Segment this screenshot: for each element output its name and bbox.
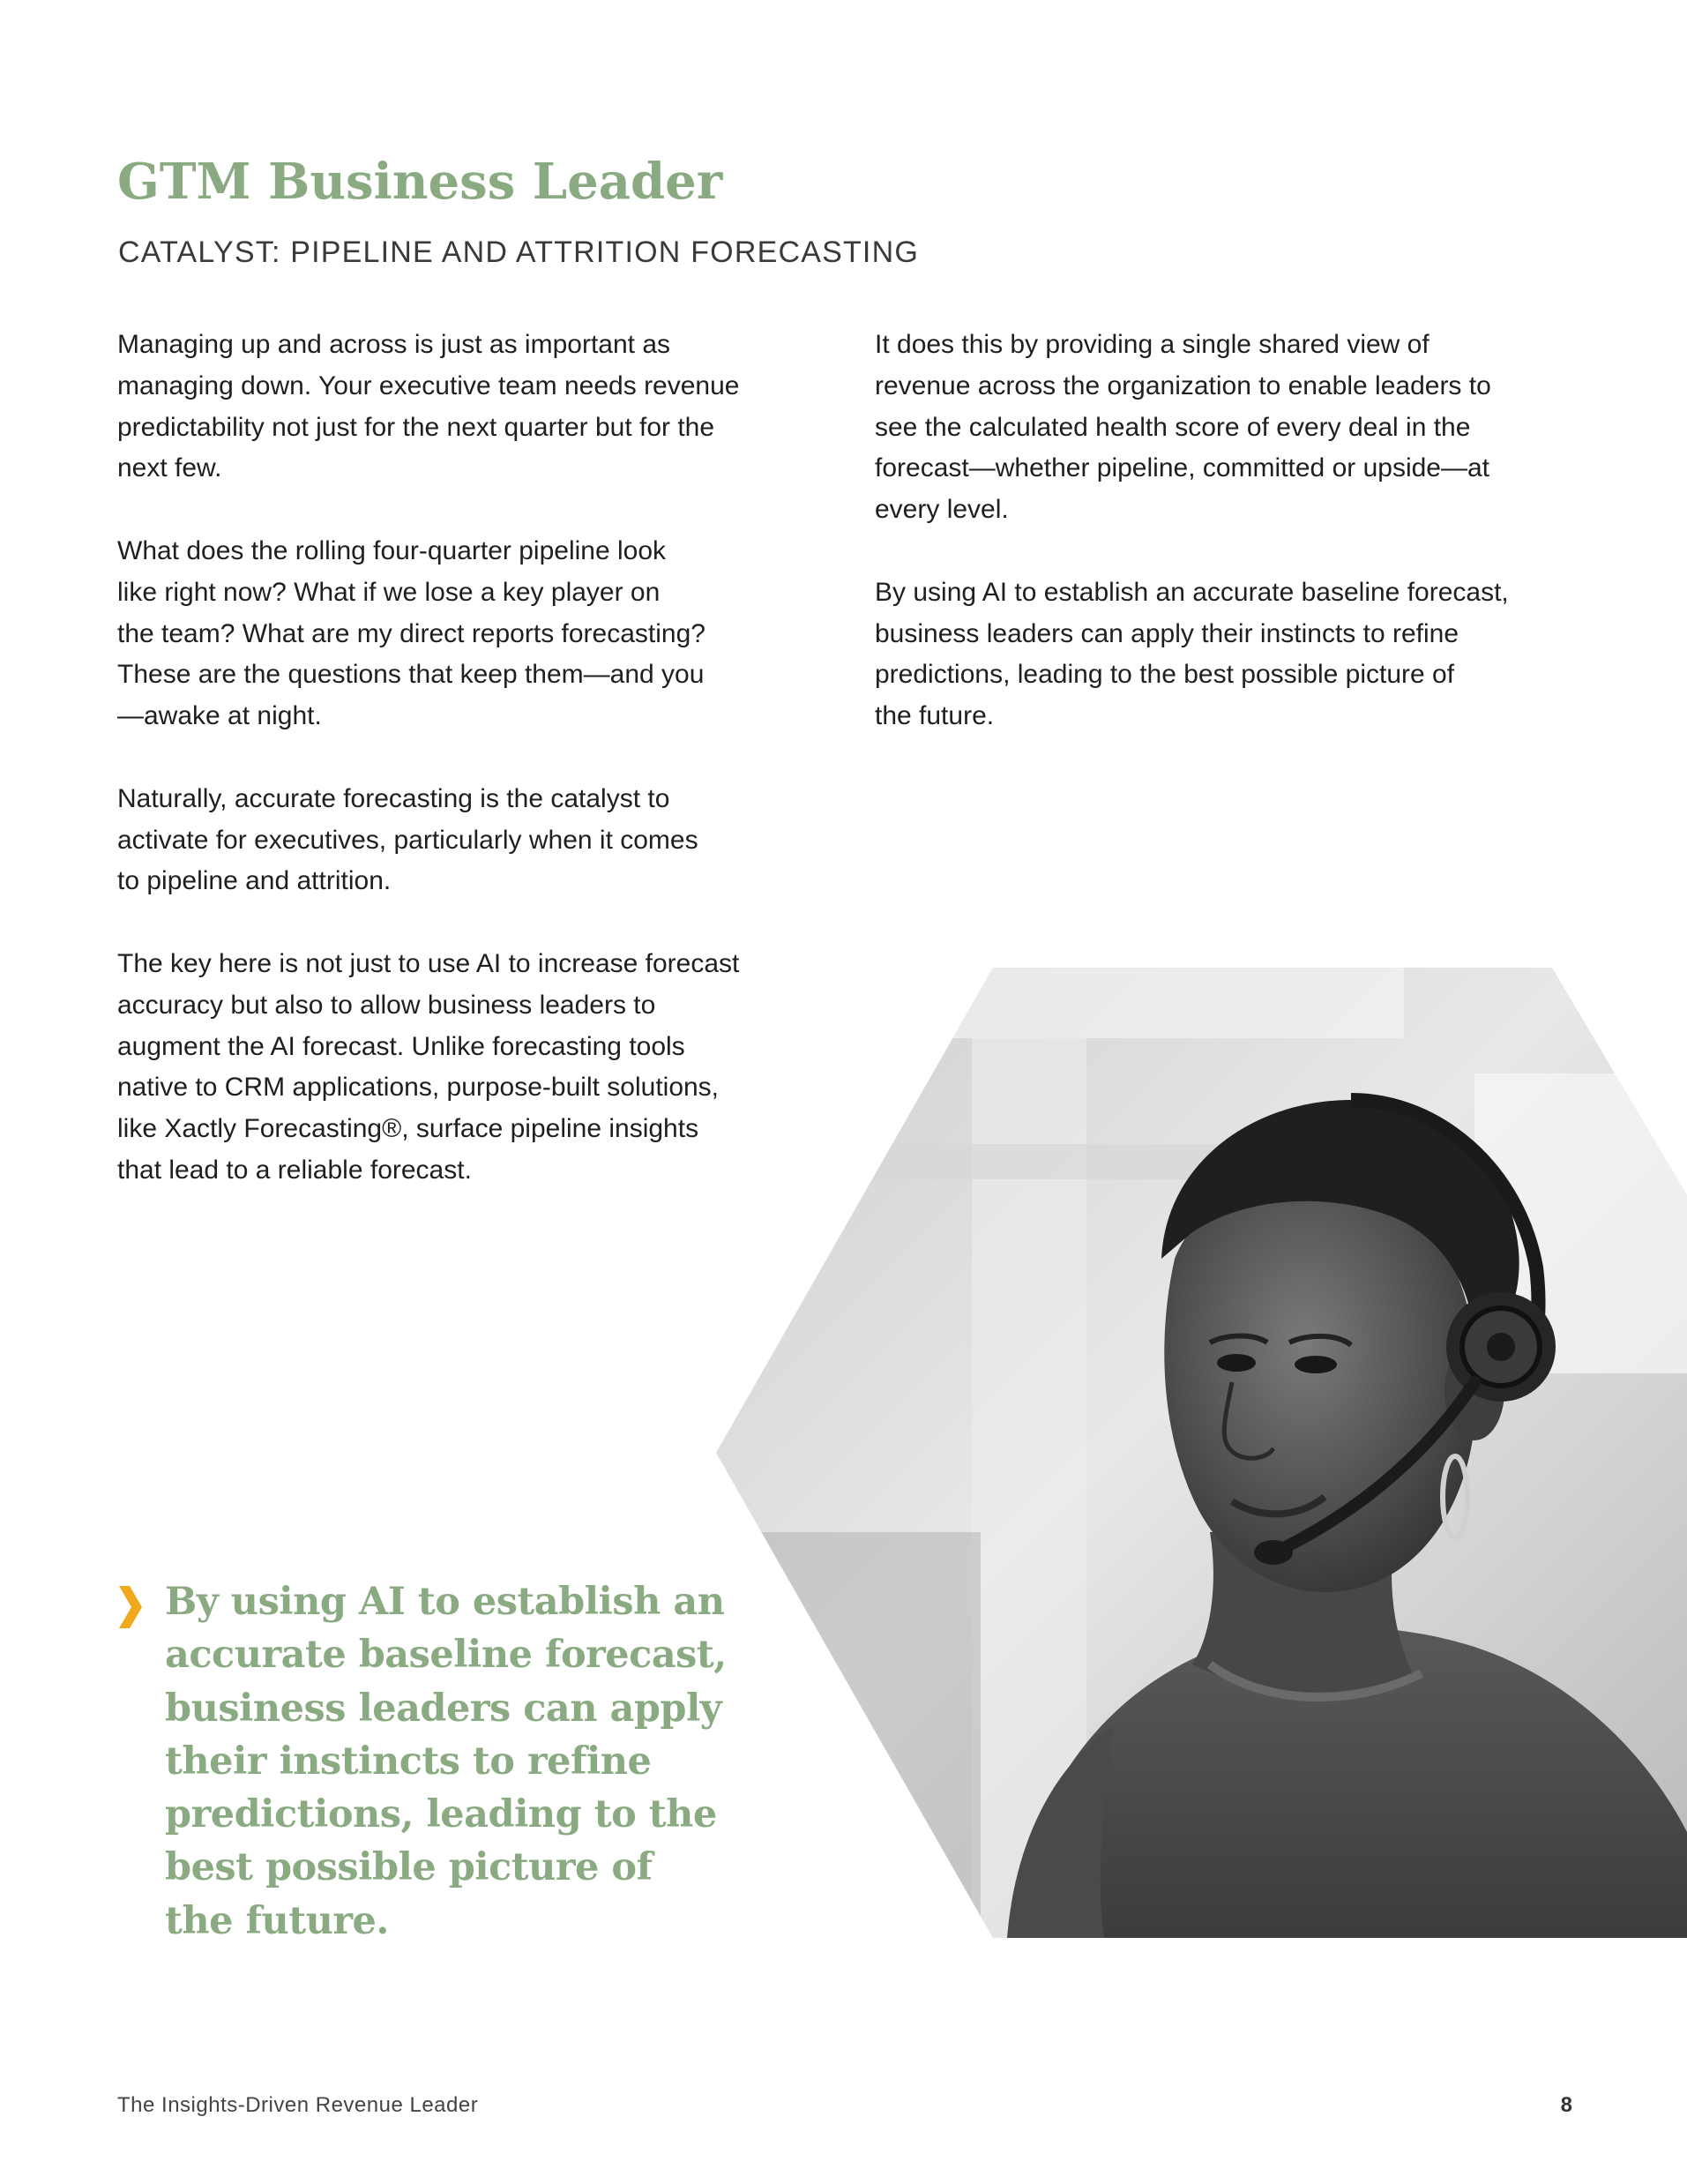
paragraph: What does the rolling four-quarter pipeline look like right now? What if we lose a key player on the team? What are my direct reports forecasting? These are the questions that keep them—and you —awake at night. <box>117 535 705 731</box>
paragraph: The key here is not just to use AI to increase forecast accuracy but also to allow business leaders to augment the AI forecast. Unlike forecasting tools native to CRM applications, purpose-built solutions, like Xactly Forecasting®, surface pipeline insights that lead to a reliable forecast. <box>117 948 740 1185</box>
footer-publication-title: The Insights-Driven Revenue Leader <box>117 2093 479 2117</box>
paragraph: Naturally, accurate forecasting is the catalyst to activate for executives, particularly when it comes to pipeline and attrition. <box>117 783 698 896</box>
pull-quote-text: By using AI to establish an accurate baseline forecast, business leaders can apply their instincts to refine predictions, leading to the best possible picture of the future. <box>165 1580 727 1943</box>
woman-with-headset-illustration <box>716 968 1687 1938</box>
page-number: 8 <box>1560 2093 1572 2117</box>
paragraph: Managing up and across is just as important as managing down. Your executive team needs revenue predictability not just for the next quarter but for the next few. <box>117 330 740 483</box>
right-text-column <box>875 325 1580 779</box>
left-text-column <box>117 325 805 1233</box>
chevron-right-icon <box>117 1586 144 1628</box>
page-title: GTM Business Leader <box>117 153 723 211</box>
section-subtitle: CATALYST: PIPELINE AND ATTRITION FORECASTING <box>118 236 919 269</box>
paragraph: It does this by providing a single shared view of revenue across the organization to enable leaders to see the calculated health score of every deal in the forecast—whether pipeline, committed or upside—at every level. <box>875 330 1491 525</box>
hexagon-photo <box>716 968 1687 1938</box>
paragraph: By using AI to establish an accurate baseline forecast, business leaders can apply their instincts to refine predictions, leading to the best possible picture of the future. <box>875 577 1509 731</box>
